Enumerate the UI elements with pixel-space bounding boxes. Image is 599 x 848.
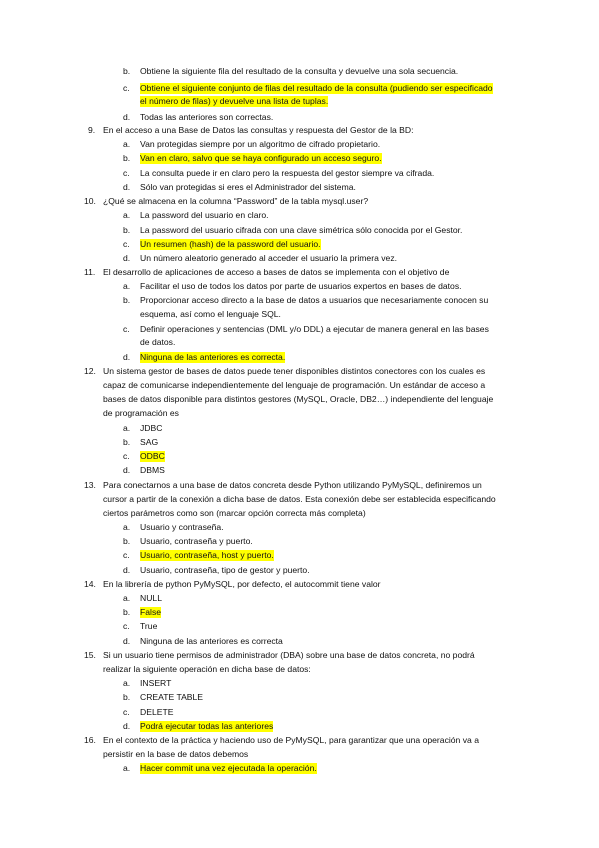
item-text: capaz de comunicarse independientemente del lenguaje de programación. Un estándar de acceso a <box>103 380 486 390</box>
highlighted-answer-text: Usuario, contraseña, host y puerto. <box>140 550 274 560</box>
item-text: Obtiene la siguiente fila del resultado de la consulta y devuelve una sola secuencia. <box>140 66 459 76</box>
item-text: True <box>140 621 158 631</box>
item-label: d. <box>123 636 131 646</box>
item-text: Para conectarnos a una base de datos concreta desde Python utilizando PyMySQL, definiremos un <box>103 480 482 490</box>
item-label: d. <box>123 253 131 263</box>
item-label: 12. <box>84 366 96 376</box>
item-label: c. <box>123 451 130 461</box>
item-text: esquema, así como el lenguaje SQL. <box>140 309 281 319</box>
item-label: b. <box>123 536 131 546</box>
item-label: a. <box>123 522 131 532</box>
item-label: d. <box>123 465 131 475</box>
item-text: Sólo van protegidas si eres el Administrador del sistema. <box>140 182 356 192</box>
highlighted-answer-text: Un resumen (hash) de la password del usuario. <box>140 239 321 249</box>
item-label: c. <box>123 239 130 249</box>
item-text: persistir en la base de datos debemos <box>103 749 249 759</box>
item-text: Facilitar el uso de todos los datos por parte de usuarios expertos en bases de datos. <box>140 281 462 291</box>
item-text: CREATE TABLE <box>140 692 204 702</box>
item-label: d. <box>123 721 131 731</box>
item-text: Un sistema gestor de bases de datos puede tener disponibles distintos conectores con los cuales es <box>103 366 486 376</box>
highlighted-answer-text: el número de filas) y devuelve una lista de tuplas. <box>140 96 329 106</box>
item-text: La password del usuario en claro. <box>140 210 269 220</box>
item-label: b. <box>123 295 131 305</box>
item-text: En el contexto de la práctica y haciendo uso de PyMySQL, para garantizar que una operación va a <box>103 735 479 745</box>
item-label: 9. <box>88 125 96 135</box>
item-text: Todas las anteriores son correctas. <box>140 112 274 122</box>
item-label: c. <box>123 324 130 334</box>
item-text: ciertos parámetros como son (marcar opción correcta más completa) <box>103 508 366 518</box>
highlighted-answer-text: Podrá ejecutar todas las anteriores <box>140 721 274 731</box>
item-text: El desarrollo de aplicaciones de acceso a bases de datos se implementa con el objetivo de <box>103 267 450 277</box>
item-text: de programación es <box>103 408 179 418</box>
highlighted-answer-text: ODBC <box>140 451 165 461</box>
item-label: b. <box>123 66 131 76</box>
item-label: b. <box>123 153 131 163</box>
item-text: de datos. <box>140 337 176 347</box>
item-text: cursor a partir de la conexión a dicha base de datos. Esta conexión debe ser establecida especificando <box>103 494 496 504</box>
item-text: En la librería de python PyMySQL, por defecto, el autocommit tiene valor <box>103 579 381 589</box>
item-text: ¿Qué se almacena en la columna “Password” de la tabla mysql.user? <box>103 196 369 206</box>
item-text: Usuario, contraseña, tipo de gestor y puerto. <box>140 565 310 575</box>
item-label: a. <box>123 423 131 433</box>
item-text: La password del usuario cifrada con una clave simétrica sólo conocida por el Gestor. <box>140 225 463 235</box>
item-text: Ninguna de las anteriores es correcta <box>140 636 283 646</box>
item-label: a. <box>123 281 131 291</box>
highlighted-answer-text: Van en claro, salvo que se haya configurado un acceso seguro. <box>140 153 382 163</box>
item-text: Si un usuario tiene permisos de administrador (DBA) sobre una base de datos concreta, no podrá <box>103 650 475 660</box>
highlighted-answer-text: Obtiene el siguiente conjunto de filas del resultado de la consulta (pudiendo ser especificado <box>140 83 493 93</box>
item-label: a. <box>123 593 131 603</box>
item-label: a. <box>123 763 131 773</box>
item-label: a. <box>123 210 131 220</box>
item-text: Proporcionar acceso directo a la base de datos a usuarios que necesariamente conocen su <box>140 295 489 305</box>
item-label: c. <box>123 550 130 560</box>
item-label: b. <box>123 437 131 447</box>
item-label: c. <box>123 83 130 93</box>
item-label: d. <box>123 182 131 192</box>
item-label: 16. <box>84 735 96 745</box>
item-text: DBMS <box>140 465 165 475</box>
item-label: 15. <box>84 650 96 660</box>
item-text: Van protegidas siempre por un algoritmo de cifrado propietario. <box>140 139 381 149</box>
item-text: SAG <box>140 437 159 447</box>
item-label: d. <box>123 112 131 122</box>
item-label: 13. <box>84 480 96 490</box>
highlighted-answer-text: False <box>140 607 162 617</box>
item-text: realizar la siguiente operación en dicha base de datos: <box>103 664 311 674</box>
item-label: c. <box>123 168 130 178</box>
item-label: b. <box>123 607 131 617</box>
item-text: La consulta puede ir en claro pero la respuesta del gestor siempre va cifrada. <box>140 168 435 178</box>
item-text: INSERT <box>140 678 172 688</box>
item-text: DELETE <box>140 707 174 717</box>
item-text: Usuario y contraseña. <box>140 522 224 532</box>
highlighted-answer-text: Ninguna de las anteriores es correcta. <box>140 352 286 362</box>
item-label: 14. <box>84 579 96 589</box>
item-text: NULL <box>140 593 162 603</box>
item-text: En el acceso a una Base de Datos las consultas y respuesta del Gestor de la BD: <box>103 125 414 135</box>
highlighted-answer-text: Hacer commit una vez ejecutada la operación. <box>140 763 317 773</box>
item-text: Definir operaciones y sentencias (DML y/o DDL) a ejecutar de manera general en las bases <box>140 324 489 334</box>
item-text: Un número aleatorio generado al acceder el usuario la primera vez. <box>140 253 397 263</box>
item-label: 11. <box>84 267 96 277</box>
item-text: JDBC <box>140 423 163 433</box>
item-label: d. <box>123 352 131 362</box>
item-text: bases de datos disponible para distintos gestores (MySQL, Oracle, DB2…) independiente del lenguaje <box>103 394 494 404</box>
item-label: c. <box>123 707 130 717</box>
item-label: b. <box>123 225 131 235</box>
item-text: Usuario, contraseña y puerto. <box>140 536 253 546</box>
item-label: 10. <box>84 196 96 206</box>
item-label: a. <box>123 678 131 688</box>
item-label: a. <box>123 139 131 149</box>
item-label: d. <box>123 565 131 575</box>
item-label: b. <box>123 692 131 702</box>
item-label: c. <box>123 621 130 631</box>
